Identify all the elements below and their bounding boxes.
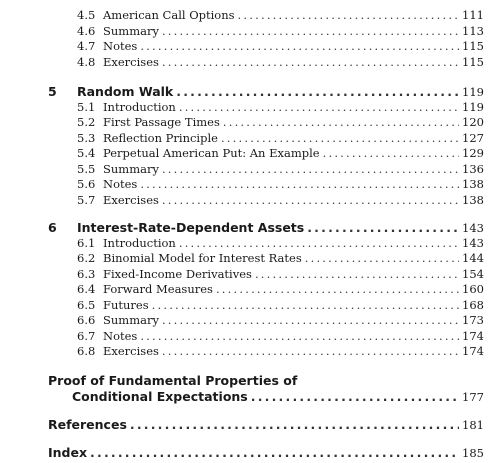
page-number: 144 (462, 251, 484, 265)
page-number: 143 (462, 221, 484, 235)
chapter-number: 6 (48, 220, 57, 235)
page-number: 185 (462, 446, 484, 460)
toc-entry-5-7 (77, 193, 484, 208)
toc-entry-4-6 (77, 24, 484, 39)
toc-entry-6-3 (77, 267, 484, 282)
section-title: Introduction (103, 235, 176, 250)
section-title: Notes (103, 177, 138, 191)
page-number: 174 (462, 344, 484, 358)
section-number: 6.7 (77, 328, 96, 343)
dot-leader (140, 39, 459, 54)
section-number: 5.1 (77, 99, 96, 114)
section-title: Exercises (103, 344, 159, 358)
page-number: 143 (462, 235, 484, 250)
toc-entry-6-6 (77, 313, 484, 328)
section-number: 6.5 (77, 297, 96, 312)
toc-chapter-5 (48, 84, 484, 99)
page-number: 177 (462, 389, 484, 404)
section-title: First Passage Times (103, 115, 220, 129)
page-number: 120 (462, 115, 484, 129)
toc-entry-6-4 (77, 282, 484, 297)
section-title: Summary (103, 313, 159, 327)
section-number: 4.5 (77, 8, 96, 22)
toc-entry-6-5 (77, 298, 484, 313)
chapter-title: Interest-Rate-Dependent Assets (77, 220, 305, 235)
section-number: 6.2 (77, 251, 96, 265)
section-number: 5.5 (77, 161, 96, 176)
section-title: Futures (103, 297, 149, 312)
index-title: Index (48, 445, 88, 460)
page-number: 138 (462, 192, 484, 207)
toc-references (48, 417, 484, 432)
dot-leader (130, 417, 459, 432)
toc-entry-4-5 (77, 8, 484, 23)
section-number: 4.6 (77, 23, 96, 38)
dot-leader (251, 389, 459, 404)
section-number: 6.6 (77, 313, 96, 327)
section-number: 6.1 (77, 235, 96, 250)
dot-leader (221, 131, 459, 146)
dot-leader (255, 267, 459, 282)
dot-leader (162, 162, 459, 177)
page-number: 115 (462, 54, 484, 69)
section-title: Binomial Model for Interest Rates (103, 251, 302, 265)
page-number: 174 (462, 328, 484, 343)
toc-entry-5-6 (77, 177, 484, 192)
toc-entry-6-2 (77, 251, 484, 266)
toc-index (48, 445, 484, 460)
dot-leader (162, 344, 459, 359)
page-number: 173 (462, 313, 484, 327)
dot-leader (216, 282, 459, 297)
references-title: References (48, 417, 127, 432)
section-number: 5.3 (77, 130, 96, 145)
section-title: Exercises (103, 54, 159, 69)
section-number: 5.2 (77, 115, 96, 129)
section-number: 4.7 (77, 39, 96, 53)
section-number: 5.7 (77, 192, 96, 207)
toc-entry-5-4 (77, 146, 484, 161)
toc-entry-6-1 (77, 236, 484, 251)
chapter-number: 5 (48, 84, 57, 99)
dot-leader (140, 329, 459, 344)
dot-leader (162, 55, 459, 70)
toc-entry-5-2 (77, 115, 484, 130)
section-title: Forward Measures (103, 282, 213, 296)
dot-leader (305, 251, 459, 266)
dot-leader (179, 100, 459, 115)
dot-leader (238, 8, 460, 23)
page-number: 111 (462, 8, 484, 22)
section-number: 5.6 (77, 177, 96, 191)
section-number: 6.8 (77, 344, 96, 358)
page-number: 113 (462, 23, 484, 38)
toc-entry-6-7 (77, 329, 484, 344)
dot-leader (179, 236, 459, 251)
page-number: 154 (462, 266, 484, 281)
page-number: 168 (462, 297, 484, 312)
chapter-title: Random Walk (77, 84, 174, 99)
toc-appendix-title-line1: Proof of Fundamental Properties of (48, 373, 298, 388)
section-number: 6.3 (77, 266, 96, 281)
section-number: 4.8 (77, 54, 96, 69)
dot-leader (90, 445, 459, 460)
page-number: 119 (462, 99, 484, 114)
page-number: 160 (462, 282, 484, 296)
section-title: Fixed-Income Derivatives (103, 266, 252, 281)
toc-entry-4-8 (77, 55, 484, 70)
dot-leader (162, 313, 459, 328)
page-number: 119 (462, 85, 484, 99)
dot-leader (162, 193, 459, 208)
page-number: 138 (462, 177, 484, 191)
section-title: American Call Options (103, 8, 235, 22)
section-title: Notes (103, 328, 138, 343)
page-number: 129 (462, 146, 484, 160)
page-number: 127 (462, 130, 484, 145)
dot-leader (152, 298, 459, 313)
page-number: 115 (462, 39, 484, 53)
page-number: 136 (462, 161, 484, 176)
dot-leader (162, 24, 459, 39)
section-title: Introduction (103, 99, 176, 114)
dot-leader (307, 220, 459, 235)
section-title: Reflection Principle (103, 130, 218, 145)
toc-entry-5-5 (77, 162, 484, 177)
dot-leader (140, 177, 459, 192)
toc-entry-5-1 (77, 100, 484, 115)
section-number: 5.4 (77, 146, 96, 160)
dot-leader (323, 146, 459, 161)
section-title: Perpetual American Put: An Example (103, 146, 320, 160)
appendix-title: Conditional Expectations (72, 388, 248, 404)
section-number: 6.4 (77, 282, 96, 296)
toc-entry-5-3 (77, 131, 484, 146)
dot-leader (176, 84, 459, 99)
toc-appendix (72, 389, 484, 404)
toc-entry-4-7 (77, 39, 484, 54)
section-title: Summary (103, 161, 159, 176)
section-title: Notes (103, 39, 138, 53)
section-title: Exercises (103, 192, 159, 207)
page-number: 181 (462, 418, 484, 432)
toc-chapter-6 (48, 220, 484, 235)
dot-leader (223, 115, 459, 130)
section-title: Summary (103, 23, 159, 38)
toc-entry-6-8 (77, 344, 484, 359)
